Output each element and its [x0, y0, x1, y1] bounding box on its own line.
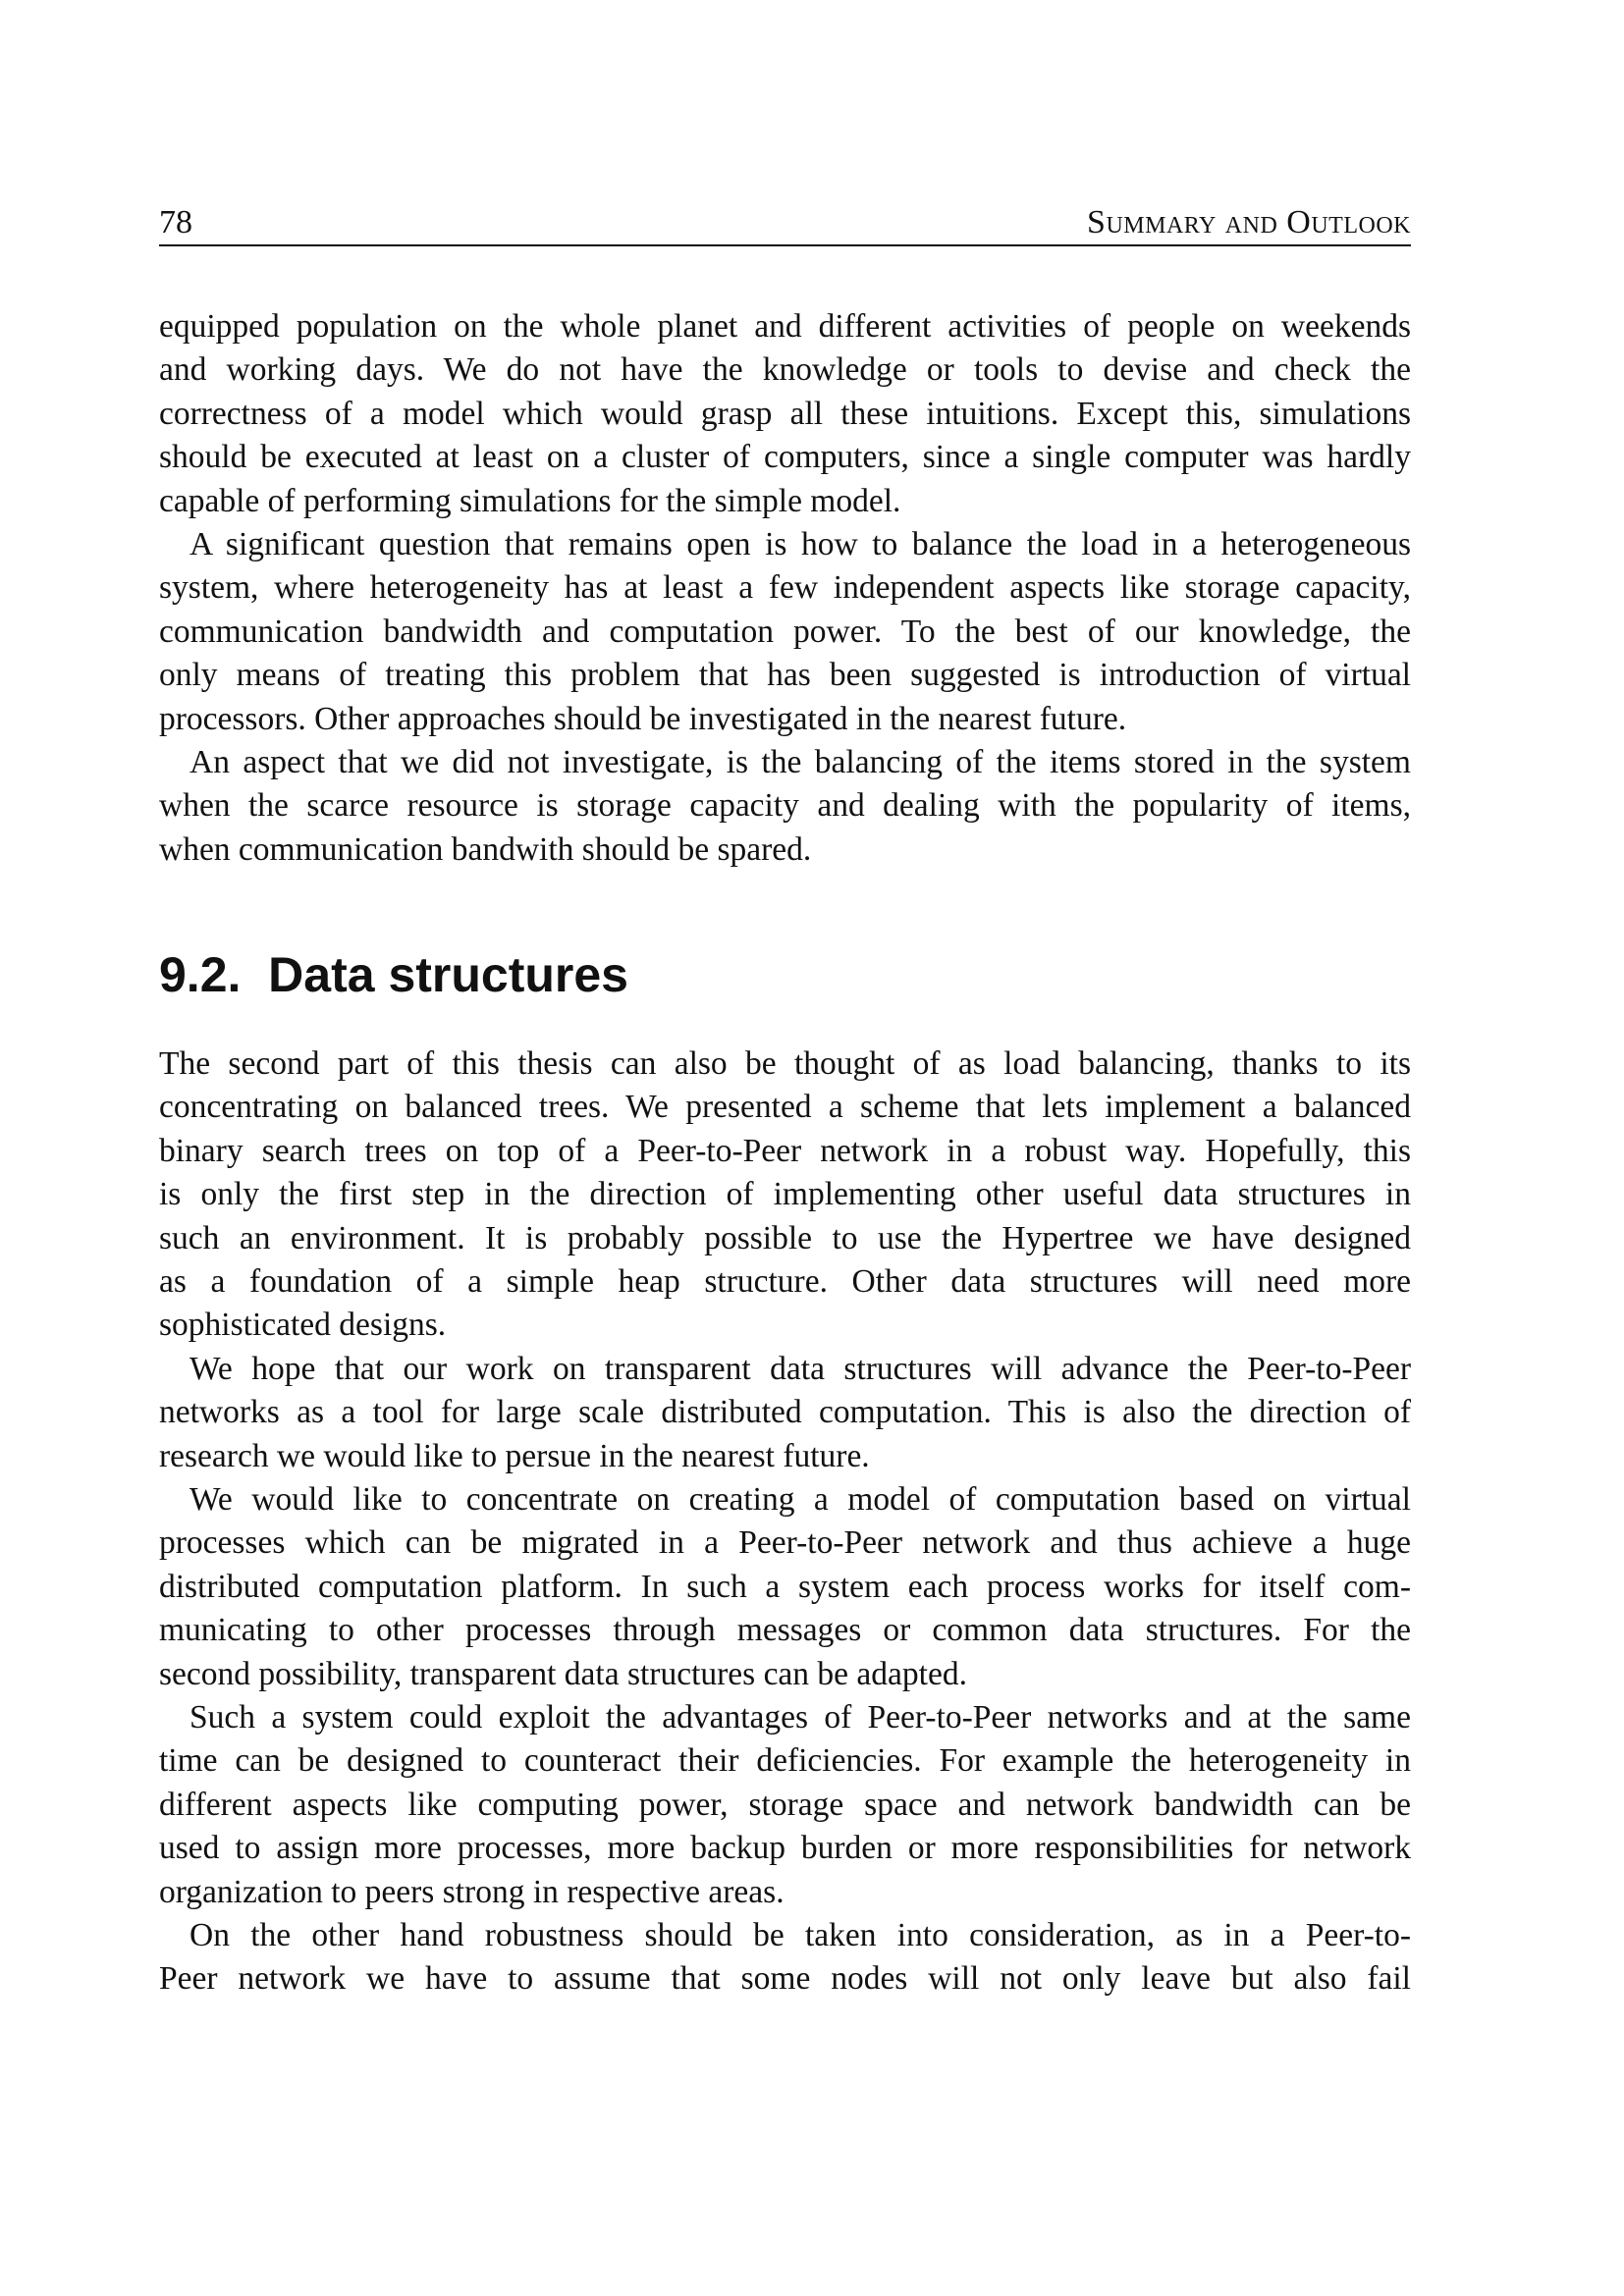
text-line: An aspect that we did not investigate, is the balancing of the items stored in the system — [189, 744, 1411, 780]
text-line: such an environment. It is probably possible to use the Hypertree we have designed — [159, 1220, 1411, 1256]
text-line: communication bandwidth and computation power. To the best of our knowledge, the — [159, 614, 1411, 650]
page-header — [159, 202, 1411, 245]
text-line: as a foundation of a simple heap structure. Other data structures will need more — [159, 1263, 1411, 1300]
text-line: binary search trees on top of a Peer-to-Peer network in a robust way. Hopefully, this — [159, 1133, 1411, 1169]
text-line: organization to peers strong in respective areas. — [159, 1874, 785, 1910]
text-line: different aspects like computing power, storage space and network bandwidth can be — [159, 1787, 1411, 1823]
text-line: Peer network we have to assume that some nodes will not only leave but also fail — [159, 1960, 1411, 1997]
text-line: We would like to concentrate on creating a model of computation based on virtual — [189, 1481, 1411, 1518]
text-line: equipped population on the whole planet and different activities of people on weekends — [159, 308, 1411, 345]
text-line: is only the first step in the direction of implementing other useful data structures in — [159, 1176, 1411, 1212]
text-line: only means of treating this problem that has been suggested is introduction of virtual — [159, 657, 1411, 693]
text-line: when the scarce resource is storage capacity and dealing with the popularity of items, — [159, 787, 1411, 824]
text-line: should be executed at least on a cluster of computers, since a single computer was hardly — [159, 439, 1411, 475]
text-line: processes which can be migrated in a Peer-to-Peer network and thus achieve a huge — [159, 1524, 1411, 1561]
text-line: capable of performing simulations for the simple model. — [159, 483, 901, 519]
text-line: municating to other processes through messages or common data structures. For the — [159, 1612, 1411, 1648]
text-line: second possibility, transparent data structures can be adapted. — [159, 1656, 967, 1692]
text-line: time can be designed to counteract their deficiencies. For example the heterogeneity in — [159, 1742, 1411, 1779]
running-title: Summary and Outlook — [1087, 204, 1411, 240]
text-line: used to assign more processes, more backup burden or more responsibilities for network — [159, 1830, 1411, 1866]
text-line: and working days. We do not have the knowledge or tools to devise and check the — [159, 351, 1411, 388]
text-line: system, where heterogeneity has at least a few independent aspects like storage capacity, — [159, 569, 1411, 606]
section-heading: 9.2. Data structures — [159, 947, 628, 1002]
text-line: sophisticated designs. — [159, 1307, 447, 1343]
text-line: concentrating on balanced trees. We presented a scheme that lets implement a balanced — [159, 1089, 1411, 1125]
text-line: distributed computation platform. In such a system each process works for itself com- — [159, 1569, 1411, 1605]
text-line: research we would like to persue in the nearest future. — [159, 1438, 870, 1474]
text-line: Such a system could exploit the advantages of Peer-to-Peer networks and at the same — [189, 1699, 1411, 1735]
text-line: We hope that our work on transparent data structures will advance the Peer-to-Peer — [189, 1351, 1411, 1387]
text-line: networks as a tool for large scale distributed computation. This is also the direction of — [159, 1394, 1411, 1430]
text-line: when communication bandwith should be spared. — [159, 831, 812, 868]
page-number: 78 — [159, 204, 192, 240]
text-line: correctness of a model which would grasp all these intuitions. Except this, simulations — [159, 396, 1411, 432]
text-line: A significant question that remains open is how to balance the load in a heterogeneous — [189, 526, 1411, 562]
text-line: On the other hand robustness should be taken into consideration, as in a Peer-to- — [189, 1917, 1411, 1953]
text-line: The second part of this thesis can also be thought of as load balancing, thanks to its — [159, 1045, 1411, 1082]
text-line: processors. Other approaches should be investigated in the nearest future. — [159, 701, 1127, 737]
header-rule — [159, 244, 1411, 246]
